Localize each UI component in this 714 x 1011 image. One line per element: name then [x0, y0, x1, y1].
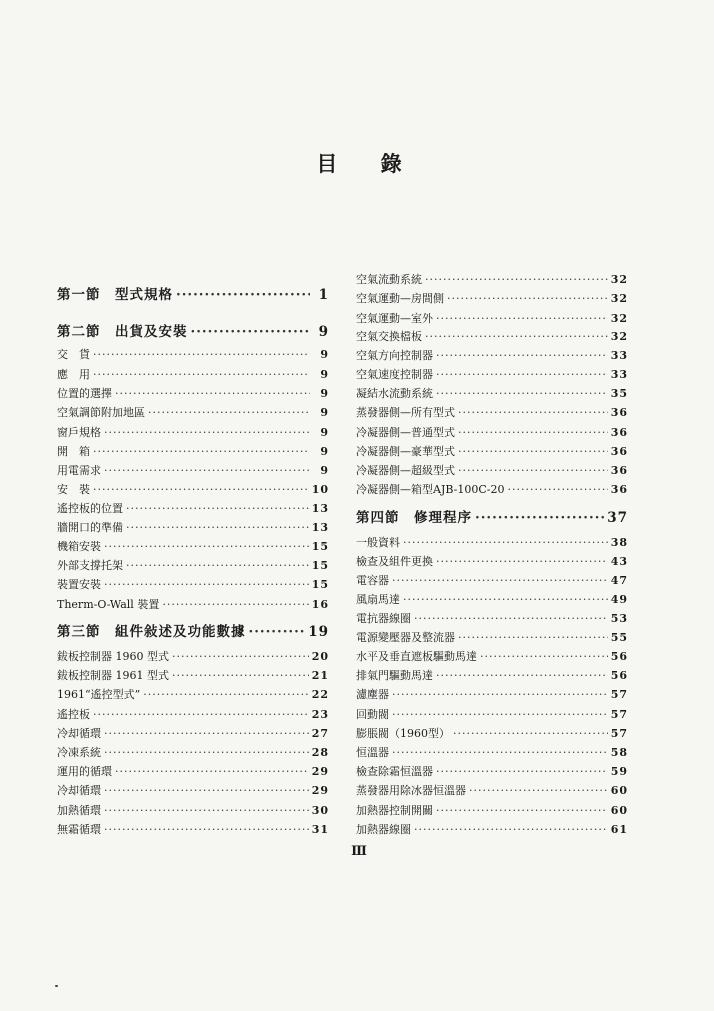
toc-entry-title: 空氣運動—房間側 — [356, 292, 444, 305]
toc-entry — [57, 443, 329, 459]
toc-entry — [356, 591, 628, 607]
toc-entry-page: 37 — [607, 510, 628, 526]
toc-entry-page: 36 — [610, 406, 628, 419]
toc-entry — [57, 648, 329, 664]
toc-entry — [57, 385, 329, 401]
toc-entry-page: 9 — [320, 426, 329, 439]
dot-leader — [436, 312, 608, 325]
toc-entry — [356, 443, 628, 459]
dot-leader — [148, 406, 310, 419]
scan-speck — [55, 985, 58, 987]
toc-entry-title: 一般資料 — [356, 536, 400, 549]
toc-entry-page: 58 — [610, 746, 628, 759]
toc-entry-page: 29 — [311, 784, 329, 797]
toc-entry-page: 31 — [311, 823, 329, 836]
toc-entry-page: 19 — [308, 624, 329, 640]
toc-entry — [57, 462, 329, 478]
dot-leader — [458, 631, 608, 644]
toc-entry-page: 33 — [610, 368, 628, 381]
toc-entry-title: 冷凍系統 — [57, 746, 101, 759]
toc-section-heading — [57, 620, 329, 640]
toc-entry-title: 開 箱 — [57, 445, 90, 458]
toc-entry — [57, 706, 329, 722]
toc-entry — [57, 725, 329, 741]
toc-entry-page: 60 — [610, 804, 628, 817]
toc-entry-page: 15 — [311, 578, 329, 591]
toc-entry — [356, 686, 628, 702]
toc-entry-page: 1 — [318, 287, 329, 303]
toc-entry-title: 電抗器線圈 — [356, 612, 411, 625]
toc-entry-page: 9 — [320, 368, 329, 381]
dot-leader — [453, 727, 608, 740]
toc-entry — [57, 596, 329, 612]
toc-entry — [57, 519, 329, 535]
dot-leader — [191, 324, 311, 340]
dot-leader — [436, 669, 608, 682]
toc-entry-page: 20 — [311, 650, 329, 663]
toc-entry-title: 機箱安裝 — [57, 540, 101, 553]
toc-entry-page: 22 — [311, 688, 329, 701]
dot-leader — [436, 555, 608, 568]
toc-entry — [57, 346, 329, 362]
dot-leader — [469, 784, 608, 797]
toc-entry — [356, 534, 628, 550]
toc-entry — [57, 557, 329, 573]
toc-entry — [356, 572, 628, 588]
toc-entry-title: 冷却循環 — [57, 784, 101, 797]
toc-entry — [356, 706, 628, 722]
toc-entry-page: 49 — [610, 593, 628, 606]
toc-entry-page: 9 — [320, 445, 329, 458]
toc-entry — [356, 802, 628, 818]
toc-entry-title: 第一節 型式規格 — [57, 287, 173, 303]
toc-entry-title: 冷凝器側—豪華型式 — [356, 445, 455, 458]
dot-leader — [126, 521, 309, 534]
toc-entry-page: 9 — [320, 387, 329, 400]
toc-entry-title: 加熱器控制開關 — [356, 804, 433, 817]
dot-leader — [507, 483, 607, 496]
dot-leader — [104, 804, 309, 817]
toc-entry — [57, 500, 329, 516]
toc-entry-title: 冷凝器側—超級型式 — [356, 464, 455, 477]
dot-leader — [475, 510, 604, 526]
toc-entry-page: 35 — [610, 387, 628, 400]
dot-leader — [392, 746, 608, 759]
toc-entry-title: 遙控板的位置 — [57, 502, 123, 515]
dot-leader — [436, 368, 608, 381]
toc-entry-title: 窗戶規格 — [57, 426, 101, 439]
toc-entry — [356, 629, 628, 645]
toc-entry — [57, 576, 329, 592]
toc-entry-page: 13 — [311, 521, 329, 534]
dot-leader — [104, 426, 310, 439]
toc-entry-page: 9 — [320, 464, 329, 477]
toc-entry — [356, 347, 628, 363]
toc-entry-title: 鈸板控制器 1961 型式 — [57, 669, 169, 682]
toc-entry-title: 加熱循環 — [57, 804, 101, 817]
toc-entry — [356, 404, 628, 420]
toc-entry — [356, 366, 628, 382]
toc-entry-page: 38 — [610, 536, 628, 549]
toc-entry — [356, 310, 628, 326]
toc-entry — [356, 648, 628, 664]
dot-leader — [104, 578, 309, 591]
toc-entry — [356, 610, 628, 626]
dot-leader — [176, 287, 310, 303]
toc-entry-page: 53 — [610, 612, 628, 625]
toc-entry-title: 空氣運動—室外 — [356, 312, 433, 325]
toc-entry — [356, 328, 628, 344]
toc-entry-page: 32 — [610, 312, 628, 325]
dot-leader — [447, 292, 608, 305]
toc-entry-title: 用電需求 — [57, 464, 101, 477]
dot-leader — [436, 349, 608, 362]
toc-entry-page: 55 — [610, 631, 628, 644]
dot-leader — [93, 368, 310, 381]
toc-entry-title: 牆開口的準備 — [57, 521, 123, 534]
toc-entry-title: 冷却循環 — [57, 727, 101, 740]
toc-entry-title: 水平及垂直遮板驅動馬達 — [356, 650, 477, 663]
dot-leader — [480, 650, 608, 663]
toc-entry — [57, 424, 329, 440]
toc-entry — [356, 462, 628, 478]
toc-entry-page: 32 — [610, 273, 628, 286]
dot-leader — [392, 574, 608, 587]
dot-leader — [172, 669, 309, 682]
toc-entry-page: 57 — [610, 688, 628, 701]
toc-entry-title: 電容器 — [356, 574, 389, 587]
toc-entry-page: 16 — [311, 598, 329, 611]
toc-entry — [356, 821, 628, 837]
toc-entry — [356, 424, 628, 440]
toc-entry-title: 空氣速度控制器 — [356, 368, 433, 381]
dot-leader — [414, 612, 608, 625]
dot-leader — [162, 598, 308, 611]
toc-entry-title: 電源變壓器及整流器 — [356, 631, 455, 644]
toc-entry-title: 運用的循環 — [57, 765, 112, 778]
toc-entry — [356, 290, 628, 306]
dot-leader — [115, 765, 309, 778]
dot-leader — [436, 765, 608, 778]
dot-leader — [425, 330, 608, 343]
toc-entry — [57, 763, 329, 779]
toc-entry-page: 9 — [318, 324, 329, 340]
dot-leader — [93, 445, 310, 458]
toc-entry — [57, 481, 329, 497]
toc-entry-title: 遙控板 — [57, 708, 90, 721]
toc-entry-page: 23 — [311, 708, 329, 721]
dot-leader — [93, 483, 309, 496]
dot-leader — [436, 387, 608, 400]
toc-entry — [57, 782, 329, 798]
toc-entry-title: 加熱器線圈 — [356, 823, 411, 836]
page-number: Ⅲ — [351, 844, 367, 859]
dot-leader — [392, 688, 608, 701]
dot-leader — [458, 445, 608, 458]
toc-entry-title: 空氣方向控制器 — [356, 349, 433, 362]
toc-entry-page: 27 — [311, 727, 329, 740]
toc-entry-page: 56 — [610, 669, 628, 682]
page-title: 目 錄 — [316, 151, 420, 176]
toc-entry-title: 冷凝器側—箱型AJB-100C-20 — [356, 483, 505, 496]
toc-entry-title: 檢查及組件更換 — [356, 555, 433, 568]
toc-entry-title: 應 用 — [57, 368, 90, 381]
toc-entry-page: 32 — [610, 292, 628, 305]
dot-leader — [143, 688, 308, 701]
toc-entry — [356, 782, 628, 798]
toc-entry-title: 凝結水流動系統 — [356, 387, 433, 400]
toc-entry-page: 36 — [610, 426, 628, 439]
dot-leader — [392, 708, 608, 721]
toc-entry-page: 56 — [610, 650, 628, 663]
toc-entry-title: 第三節 組件敍述及功能數據 — [57, 624, 246, 640]
dot-leader — [93, 708, 309, 721]
dot-leader — [93, 348, 310, 361]
toc-entry — [57, 821, 329, 837]
toc-entry-title: 濾塵器 — [356, 688, 389, 701]
toc-entry-page: 15 — [311, 540, 329, 553]
dot-leader — [458, 426, 608, 439]
toc-entry-title: 交 貨 — [57, 348, 90, 361]
dot-leader — [403, 536, 608, 549]
toc-entry — [57, 366, 329, 382]
toc-entry — [356, 763, 628, 779]
toc-entry — [57, 667, 329, 683]
toc-entry-page: 60 — [610, 784, 628, 797]
toc-entry-page: 32 — [610, 330, 628, 343]
toc-entry-title: 裝置安裝 — [57, 578, 101, 591]
toc-entry-page: 28 — [311, 746, 329, 759]
dot-leader — [172, 650, 309, 663]
toc-entry-page: 9 — [320, 348, 329, 361]
toc-entry-title: 鈸板控制器 1960 型式 — [57, 650, 169, 663]
toc-entry — [356, 271, 628, 287]
toc-entry-page: 33 — [610, 349, 628, 362]
toc-entry-title: 膨脹閥（1960型） — [356, 727, 450, 740]
dot-leader — [126, 559, 309, 572]
toc-entry-title: 冷凝器側—普通型式 — [356, 426, 455, 439]
toc-entry-title: 檢查除霜恒溫器 — [356, 765, 433, 778]
toc-entry — [356, 481, 628, 497]
toc-entry-title: 第四節 修理程序 — [356, 510, 472, 526]
dot-leader — [104, 823, 309, 836]
toc-entry — [356, 667, 628, 683]
toc-entry-page: 9 — [320, 406, 329, 419]
dot-leader — [115, 387, 310, 400]
toc-entry-title: 風扇馬達 — [356, 593, 400, 606]
toc-entry-title: 恒溫器 — [356, 746, 389, 759]
dot-leader — [104, 464, 310, 477]
dot-leader — [403, 593, 608, 606]
toc-section-heading — [356, 506, 628, 526]
toc-entry-title: 空氣交換檔板 — [356, 330, 422, 343]
toc-entry-page: 47 — [610, 574, 628, 587]
toc-entry-title: 空氣調節附加地區 — [57, 406, 145, 419]
toc-entry-title: 安 裝 — [57, 483, 90, 496]
toc-entry-page: 57 — [610, 727, 628, 740]
toc-entry-title: 無霜循環 — [57, 823, 101, 836]
dot-leader — [414, 823, 608, 836]
toc-section-heading — [57, 283, 329, 303]
toc-entry-title: 外部支撐托架 — [57, 559, 123, 572]
toc-entry-page: 36 — [610, 464, 628, 477]
dot-leader — [458, 464, 608, 477]
toc-entry — [57, 802, 329, 818]
toc-entry-page: 13 — [311, 502, 329, 515]
dot-leader — [126, 502, 309, 515]
toc-entry-page: 30 — [311, 804, 329, 817]
toc-entry — [57, 686, 329, 702]
toc-entry-page: 36 — [610, 445, 628, 458]
toc-entry-title: 位置的選擇 — [57, 387, 112, 400]
dot-leader — [436, 804, 608, 817]
dot-leader — [104, 727, 309, 740]
toc-entry-page: 15 — [311, 559, 329, 572]
toc-entry-page: 59 — [610, 765, 628, 778]
dot-leader — [104, 746, 309, 759]
toc-entry-title: 回動閥 — [356, 708, 389, 721]
toc-entry-page: 43 — [610, 555, 628, 568]
toc-entry-page: 21 — [311, 669, 329, 682]
toc-entry-title: 空氣流動系統 — [356, 273, 422, 286]
toc-entry-title: 蒸發器側—所有型式 — [356, 406, 455, 419]
toc-entry — [356, 725, 628, 741]
toc-entry-page: 36 — [610, 483, 628, 496]
toc-entry-title: 排氣門驅動馬達 — [356, 669, 433, 682]
toc-entry — [356, 385, 628, 401]
dot-leader — [458, 406, 608, 419]
toc-entry — [356, 553, 628, 569]
dot-leader — [425, 273, 608, 286]
toc-entry-title: 1961“遙控型式” — [57, 688, 141, 701]
toc-entry-title: 第二節 出貨及安裝 — [57, 324, 188, 340]
toc-entry-title: 蒸發器用除冰器恒溫器 — [356, 784, 466, 797]
dot-leader — [104, 784, 309, 797]
toc-section-heading — [57, 320, 329, 340]
toc-entry-page: 61 — [610, 823, 628, 836]
toc-entry-page: 10 — [311, 483, 329, 496]
toc-entry-page: 57 — [610, 708, 628, 721]
toc-entry — [356, 744, 628, 760]
toc-entry-page: 29 — [311, 765, 329, 778]
dot-leader — [249, 624, 306, 640]
toc-entry-title: Therm-O-Wall 裝置 — [57, 598, 160, 611]
toc-entry — [57, 404, 329, 420]
dot-leader — [104, 540, 309, 553]
toc-entry — [57, 744, 329, 760]
toc-entry — [57, 538, 329, 554]
